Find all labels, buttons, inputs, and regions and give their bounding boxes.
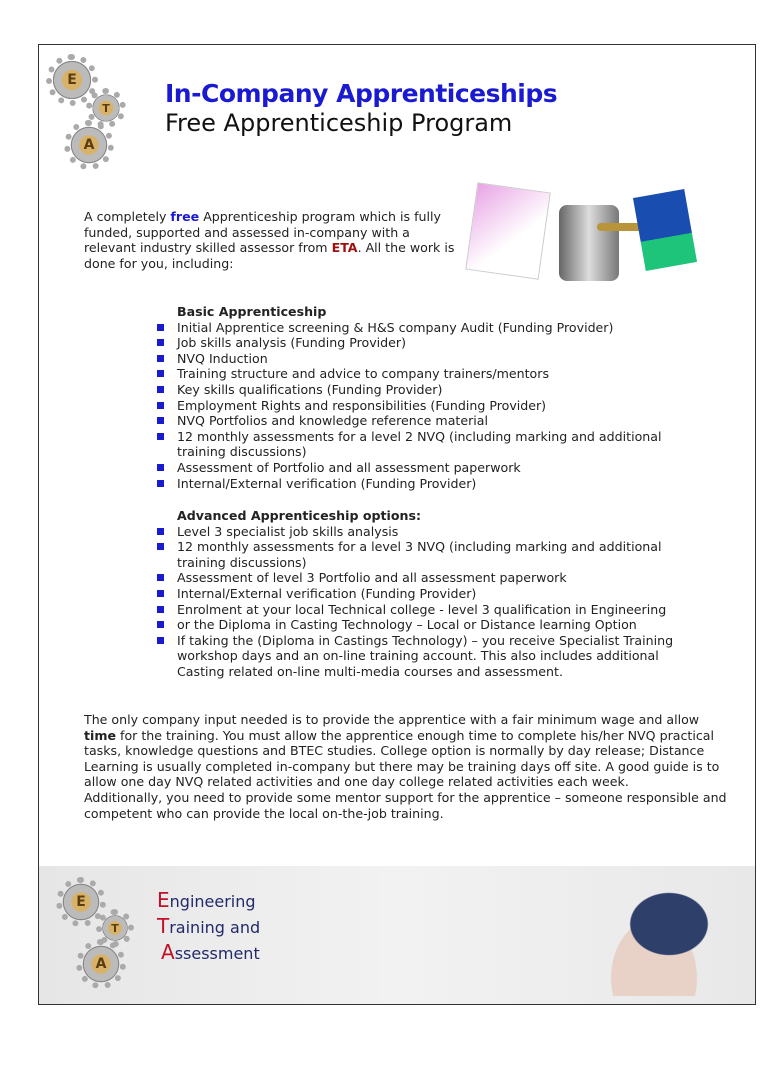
closing-text: Additionally, you need to provide some mentor support for the apprentice – someone responsible and competent who can provide the local on-the-job training.	[84, 789, 727, 821]
logo-letter: A	[83, 137, 95, 153]
logo-letter: T	[111, 921, 119, 935]
bullet-icon	[157, 464, 164, 471]
list-item-text: Internal/External verification (Funding Provider)	[177, 585, 477, 601]
gear-icon	[69, 125, 109, 165]
list-item-text: 12 monthly assessments for a level 3 NVQ (including marking and additional training discussions)	[177, 539, 662, 570]
basic-apprenticeship-section	[177, 304, 687, 491]
bullet-icon	[157, 574, 164, 581]
word: raining and	[169, 918, 261, 937]
list-item	[177, 617, 687, 633]
logo-letter: E	[67, 72, 77, 88]
list-item	[177, 586, 687, 602]
bullet-icon	[157, 417, 164, 424]
closing-text: for the training. You must allow the apprentice enough time to complete his/her NVQ practical tasks, knowledge questions and BTEC studies. College option is normally by day release; Distance Learning is usually completed in-company but there may be training days off site. A good guide is to allow one day NVQ related activities and one day college related activities each week.	[84, 727, 720, 790]
list-item	[177, 366, 687, 382]
list-item	[177, 351, 687, 367]
gear-icon	[61, 882, 101, 922]
intro-text: Apprenticeship program which is fully funded, supported and assessed in-company with a relevant industry skilled assessor from	[84, 209, 441, 256]
book-image	[633, 189, 697, 271]
illustration-books-puzzle-key	[467, 183, 737, 283]
time-emphasis: time	[84, 727, 117, 743]
gear-icon	[91, 93, 121, 123]
bullet-icon	[157, 606, 164, 613]
list-item-text: NVQ Induction	[177, 350, 268, 366]
apprentices-photo	[579, 876, 729, 996]
list-item-text: Internal/External verification (Funding Provider)	[177, 475, 477, 491]
list-item-text: Level 3 specialist job skills analysis	[177, 523, 399, 539]
list-item	[177, 429, 687, 460]
list-item-text: Employment Rights and responsibilities (Funding Provider)	[177, 397, 547, 413]
advanced-list	[177, 524, 687, 680]
list-item	[177, 413, 687, 429]
bullet-icon	[157, 433, 164, 440]
list-item	[177, 398, 687, 414]
book-image	[465, 182, 551, 279]
bullet-icon	[157, 543, 164, 550]
list-item-text: Assessment of level 3 Portfolio and all assessment paperwork	[177, 570, 567, 586]
list-item-text: Enrolment at your local Technical college - level 3 qualification in Engineering	[177, 601, 667, 617]
list-item	[177, 320, 687, 336]
logo-letter: A	[95, 956, 107, 972]
logo-letter: E	[76, 894, 86, 910]
bullet-icon	[157, 355, 164, 362]
bullet-icon	[157, 339, 164, 346]
list-item-text: Initial Apprentice screening & H&S company Audit (Funding Provider)	[177, 319, 614, 335]
list-item-text: Job skills analysis (Funding Provider)	[177, 335, 406, 351]
bullet-icon	[157, 480, 164, 487]
list-item-text: 12 monthly assessments for a level 2 NVQ (including marking and additional training discussions)	[177, 428, 662, 460]
list-item-text: Training structure and advice to company trainers/mentors	[177, 366, 550, 382]
page-title: In-Company Apprenticeships	[165, 79, 558, 108]
eta-emphasis: ETA	[331, 240, 358, 256]
section-heading: Basic Apprenticeship	[177, 304, 327, 319]
list-item	[177, 539, 687, 570]
list-item	[177, 460, 687, 476]
intro-text: . All the work is done for you, including:	[84, 240, 455, 271]
free-emphasis: free	[170, 209, 200, 224]
list-item	[177, 335, 687, 351]
bullet-icon	[157, 621, 164, 628]
initial: A	[161, 940, 175, 964]
intro-paragraph	[84, 209, 464, 271]
bullet-icon	[157, 590, 164, 597]
bullet-icon	[157, 370, 164, 377]
bullet-icon	[157, 402, 164, 409]
initial: E	[157, 888, 170, 912]
word: ngineering	[169, 892, 256, 911]
list-item	[177, 382, 687, 398]
initial: T	[157, 914, 170, 938]
list-item	[177, 524, 687, 540]
list-item-text: Key skills qualifications (Funding Provider)	[177, 381, 443, 397]
footer-banner	[39, 866, 756, 1005]
gear-icon	[51, 59, 93, 101]
list-item	[177, 476, 687, 492]
bullet-icon	[157, 528, 164, 535]
word: ssessment	[174, 944, 260, 963]
gear-icon	[101, 914, 129, 942]
list-item	[177, 602, 687, 618]
list-item-text: If taking the (Diploma in Castings Technology) – you receive Specialist Training workshop days and an on-line training account. This also includes additional Casting related on-line multi-media courses and assessment.	[177, 632, 674, 679]
gear-icon	[81, 944, 121, 984]
bullet-icon	[157, 637, 164, 644]
puzzle-image	[559, 205, 619, 281]
footer-company-name	[157, 888, 260, 966]
list-item-text: or the Diploma in Casting Technology – Local or Distance learning Option	[177, 617, 637, 633]
bullet-icon	[157, 386, 164, 393]
intro-text: A completely	[84, 209, 171, 224]
section-heading: Advanced Apprenticeship options:	[177, 508, 422, 523]
list-item	[177, 633, 687, 680]
logo-letter: T	[102, 101, 110, 115]
document-page	[38, 44, 756, 1005]
basic-list	[177, 320, 687, 492]
list-item-text: NVQ Portfolios and knowledge reference material	[177, 413, 488, 429]
page-subtitle: Free Apprenticeship Program	[165, 109, 513, 137]
closing-text: The only company input needed is to provide the apprentice with a fair minimum wage and allow	[84, 712, 700, 727]
list-item-text: Assessment of Portfolio and all assessment paperwork	[177, 459, 521, 475]
closing-paragraph	[84, 712, 734, 821]
bullet-icon	[157, 324, 164, 331]
advanced-apprenticeship-section	[177, 508, 687, 680]
list-item	[177, 570, 687, 586]
